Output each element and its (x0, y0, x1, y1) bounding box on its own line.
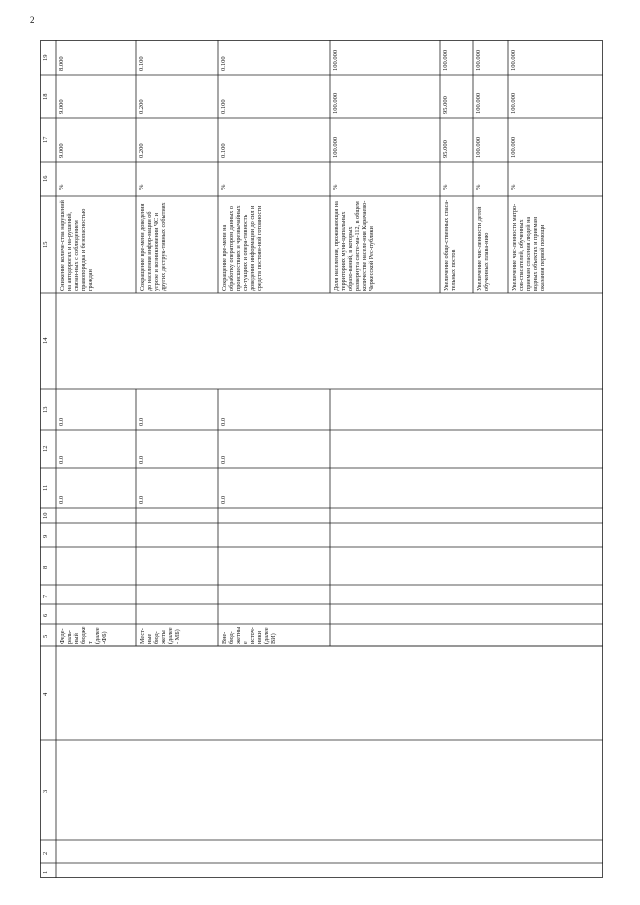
data-table (40, 40, 603, 878)
funding-source (137, 624, 181, 646)
indicator-value-17: 0.100 (220, 143, 227, 158)
indicator-name-text: Снижение количе-ства нарушений на автодорогах и на-рушений, связан-ных с соблюдением правопорядка и безопасностью граждан (59, 200, 94, 291)
column-number: 11 (42, 484, 49, 491)
column-number: 8 (42, 565, 49, 569)
indicator-name (219, 196, 329, 293)
indicator-value-17: 0.200 (138, 143, 145, 158)
funding-value-13: 0.0 (220, 417, 227, 426)
column-number: 1 (42, 870, 49, 874)
column-number: 12 (42, 445, 49, 452)
indicator-unit: % (475, 184, 482, 190)
funding-value-11: 0.0 (138, 495, 145, 504)
indicator-value-17: 100.000 (510, 136, 517, 158)
column-number: 15 (42, 241, 49, 248)
indicator-value-19: 8.000 (58, 56, 65, 71)
column-number: 3 (42, 789, 49, 793)
column-number: 19 (42, 54, 49, 61)
indicator-unit: % (510, 184, 517, 190)
funding-source-text: Мест-ные бюд-жеты (далее - МБ) (139, 627, 181, 644)
funding-source-text: Феде-раль-ный бюджет (далее-ФБ) (59, 626, 108, 644)
indicator-value-18: 9.000 (58, 99, 65, 114)
funding-value-11: 0.0 (220, 495, 227, 504)
column-number: 4 (42, 692, 49, 696)
column-number: 14 (42, 337, 49, 344)
column-number: 2 (42, 851, 49, 855)
column-number: 6 (42, 613, 49, 617)
funding-source (219, 624, 277, 646)
indicator-value-18: 95.000 (442, 96, 449, 114)
indicator-value-19: 100.000 (332, 49, 339, 71)
indicator-name (57, 196, 135, 293)
indicator-value-17: 95.000 (442, 140, 449, 158)
column-number: 10 (42, 512, 49, 519)
indicator-value-19: 100.000 (475, 49, 482, 71)
column-number: 18 (42, 93, 49, 100)
indicator-name (474, 196, 507, 293)
funding-source (57, 624, 108, 646)
funding-value-13: 0.0 (58, 417, 65, 426)
indicator-value-18: 100.000 (475, 92, 482, 114)
indicator-unit: % (220, 184, 227, 190)
indicator-unit: % (138, 184, 145, 190)
indicator-name-text: Увеличение чис-ленности матро-сов-спасателей, обученных приемам спасения людей на водных объектах и приемам оказания первой помощи (511, 203, 546, 291)
indicator-value-19: 100.000 (442, 49, 449, 71)
funding-value-11: 0.0 (58, 495, 65, 504)
column-number: 5 (42, 634, 49, 638)
indicator-name (509, 196, 602, 293)
column-number: 17 (42, 136, 49, 143)
indicator-value-19: 0.100 (220, 56, 227, 71)
column-number: 13 (42, 406, 49, 413)
indicator-name-text: Увеличение обще-ственных спаса-тельных постов (443, 199, 457, 291)
indicator-value-18: 100.000 (510, 92, 517, 114)
indicator-value-17: 100.000 (332, 136, 339, 158)
indicator-name (331, 196, 439, 293)
indicator-value-18: 100.000 (332, 92, 339, 114)
indicator-value-19: 0.100 (138, 56, 145, 71)
indicator-value-18: 0.100 (220, 99, 227, 114)
funding-value-12: 0.0 (138, 455, 145, 464)
page-number: 2 (30, 15, 35, 25)
indicator-name (441, 196, 472, 293)
indicator-value-17: 9.000 (58, 143, 65, 158)
indicator-value-18: 0.200 (138, 99, 145, 114)
funding-value-13: 0.0 (138, 417, 145, 426)
column-number: 9 (42, 534, 49, 538)
indicator-name-text: Сокращение вре-мени на обработку оператором данных о происшествиях и чрезвычайных си-туациях и опера-тивность доведения информации до сил и средств постоян-ной готовности (221, 205, 263, 291)
indicator-unit: % (332, 184, 339, 190)
indicator-name-text: Увеличение чис-ленности детей обученных плава-нию (476, 206, 490, 291)
indicator-value-19: 100.000 (510, 49, 517, 71)
indicator-unit: % (442, 184, 449, 190)
indicator-name-text: Доля населения, проживающая на территориях муни-ципальных образо-ваний, в которых развернута систе-ма-112, в общем количестве населе-ния Карачаево-Черкесской Рес-публики (333, 200, 375, 291)
funding-value-12: 0.0 (220, 455, 227, 464)
funding-value-12: 0.0 (58, 455, 65, 464)
column-number: 7 (42, 594, 49, 598)
column-number: 16 (42, 175, 49, 182)
funding-source-text: Вне-бюд-жетные источ-ники (далее ВИ) (221, 626, 277, 644)
indicator-unit: % (58, 184, 65, 190)
indicator-name-text: Сокращение вре-мени доведения до населения инфор-мации об угрозе и возникновении ЧС и других деструк-тивных событиях (139, 202, 167, 291)
table-grid (40, 40, 603, 878)
indicator-value-17: 100.000 (475, 136, 482, 158)
table-border (41, 41, 603, 878)
indicator-name (137, 196, 217, 293)
